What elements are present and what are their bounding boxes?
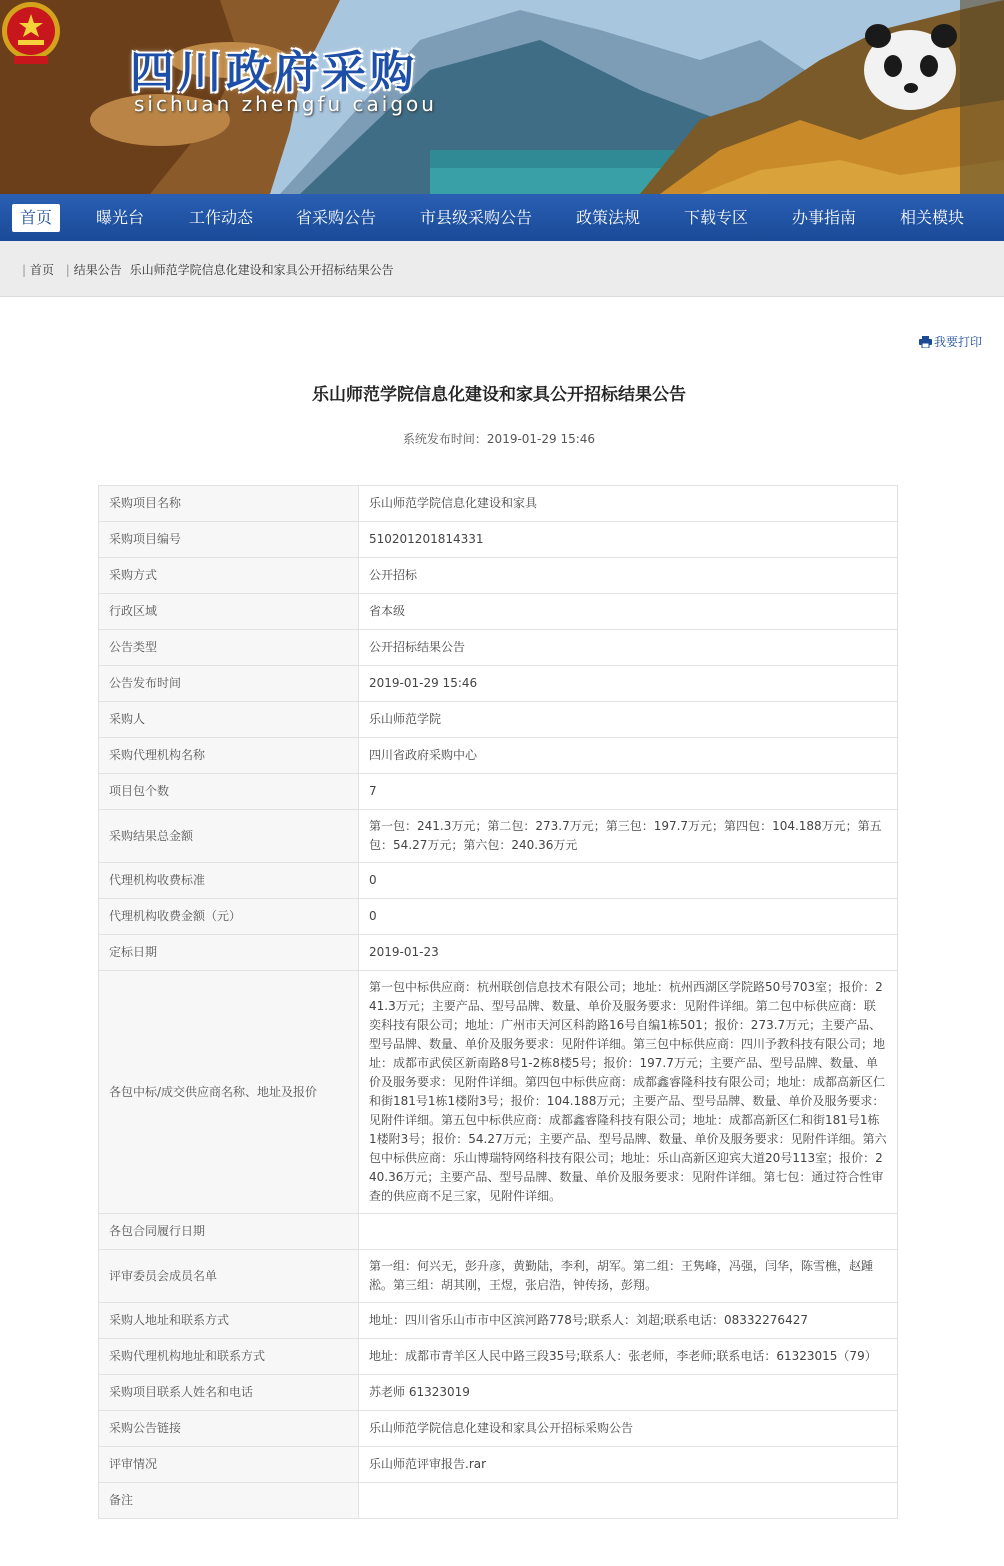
row-label: 采购代理机构名称: [99, 738, 359, 774]
table-row: [99, 558, 898, 594]
row-label: 各包合同履行日期: [99, 1214, 359, 1250]
breadcrumb-category[interactable]: 结果公告: [73, 263, 122, 277]
row-value: 乐山师范学院信息化建设和家具: [359, 486, 898, 522]
table-row: [99, 1375, 898, 1411]
site-title: 四川政府采购: [130, 47, 418, 98]
row-label: 项目包个数: [99, 774, 359, 810]
row-value-link[interactable]: 乐山师范评审报告.rar: [359, 1447, 898, 1483]
row-value: 2019-01-29 15:46: [359, 666, 898, 702]
row-value: [359, 1214, 898, 1250]
nav-item-province-notices[interactable]: 省采购公告: [295, 208, 376, 227]
row-value-link[interactable]: 乐山师范学院信息化建设和家具公开招标采购公告: [359, 1411, 898, 1447]
table-row: [99, 899, 898, 935]
breadcrumb-current: 乐山师范学院信息化建设和家具公开招标结果公告: [129, 263, 394, 277]
table-row: [99, 1339, 898, 1375]
table-row: [99, 738, 898, 774]
row-label: 采购项目名称: [99, 486, 359, 522]
table-row: [99, 594, 898, 630]
row-label: 行政区域: [99, 594, 359, 630]
nav-item-exposure[interactable]: 曝光台: [95, 208, 144, 227]
row-value: 第一组：何兴无，彭升彦，黄勤陆，李利，胡军。第二组：王隽峰，冯强，闫华，陈雪樵，赵踵淞。第三组：胡其刚，王煜，张启浩，钟传扬，彭翔。: [359, 1250, 898, 1303]
table-row: [99, 1303, 898, 1339]
row-value: [359, 1483, 898, 1519]
nav-item-news[interactable]: 工作动态: [188, 208, 253, 227]
row-value: 苏老师 61323019: [359, 1375, 898, 1411]
print-button[interactable]: [919, 333, 982, 350]
page-title: 乐山师范学院信息化建设和家具公开招标结果公告: [312, 385, 686, 405]
breadcrumb: [0, 241, 1004, 297]
table-row: [99, 935, 898, 971]
row-label: 代理机构收费金额（元）: [99, 899, 359, 935]
nav-item-downloads[interactable]: 下载专区: [683, 208, 748, 227]
row-label: 采购人: [99, 702, 359, 738]
row-value: 第一包：241.3万元；第二包：273.7万元；第三包：197.7万元；第四包：104.188万元；第五包：54.27万元；第六包：240.36万元: [359, 810, 898, 863]
row-value: 0: [359, 899, 898, 935]
publish-time: 系统发布时间：2019-01-29 15:46: [402, 432, 596, 446]
nav-item-guide[interactable]: 办事指南: [791, 208, 856, 227]
row-label: 定标日期: [99, 935, 359, 971]
row-value: 乐山师范学院: [359, 702, 898, 738]
row-label: 备注: [99, 1483, 359, 1519]
breadcrumb-separator: |: [22, 263, 27, 277]
site-subtitle: sichuan zhengfu caigou: [134, 92, 437, 116]
table-row: [99, 971, 898, 1214]
national-emblem-icon: [0, 0, 62, 66]
table-row: [99, 1483, 898, 1519]
breadcrumb-home[interactable]: 首页: [30, 263, 55, 277]
nav-item-home[interactable]: 首页: [12, 204, 60, 232]
row-label: 采购结果总金额: [99, 810, 359, 863]
row-label: 评审委员会成员名单: [99, 1250, 359, 1303]
table-row: [99, 522, 898, 558]
row-value: 0: [359, 863, 898, 899]
table-row: [99, 666, 898, 702]
table-row: [99, 1250, 898, 1303]
announcement-table: [98, 485, 898, 1519]
table-row: [99, 702, 898, 738]
print-label: 我要打印: [933, 335, 982, 349]
row-label: 代理机构收费标准: [99, 863, 359, 899]
row-label: 采购公告链接: [99, 1411, 359, 1447]
table-row: [99, 863, 898, 899]
row-label: 采购项目编号: [99, 522, 359, 558]
table-row: [99, 486, 898, 522]
row-value: 地址：成都市青羊区人民中路三段35号;联系人：张老师，李老师;联系电话：61323015（79）: [359, 1339, 898, 1375]
row-value: 2019-01-23: [359, 935, 898, 971]
printer-icon: [919, 336, 932, 348]
row-label: 公告类型: [99, 630, 359, 666]
table-row: [99, 1447, 898, 1483]
table-row: [99, 774, 898, 810]
row-label: 公告发布时间: [99, 666, 359, 702]
main-nav: [0, 194, 1004, 241]
row-value: 省本级: [359, 594, 898, 630]
table-row: [99, 1214, 898, 1250]
table-row: [99, 630, 898, 666]
breadcrumb-separator: |: [61, 263, 70, 277]
row-value: 公开招标结果公告: [359, 630, 898, 666]
header-banner: [0, 0, 1004, 194]
row-value: 公开招标: [359, 558, 898, 594]
row-label: 采购项目联系人姓名和电话: [99, 1375, 359, 1411]
row-value: 四川省政府采购中心: [359, 738, 898, 774]
row-value: 地址：四川省乐山市市中区滨河路778号;联系人：刘超;联系电话：08332276427: [359, 1303, 898, 1339]
nav-item-city-notices[interactable]: 市县级采购公告: [419, 208, 532, 227]
row-value: 第一包中标供应商：杭州联创信息技术有限公司；地址：杭州西湖区学院路50号703室；报价：241.3万元；主要产品、型号品牌、数量、单价及服务要求：见附件详细。第二包中标供应商：联奕科技有限公司；地址：广州市天河区科韵路16号自编1栋501；报价：273.7万元；主要产品、型号品牌、数量、单价及服务要求：见附件详细。第三包中标供应商：四川予教科技有限公司；地址：成都市武侯区新南路8号1-2栋8楼5号；报价：197.7万元；主要产品、型号品牌、数量、单价及服务要求：见附件详细。第四包中标供应商：成都鑫睿隆科技有限公司；地址：成都高新区仁和街181号1栋1楼附3号；报价：104.188万元；主要产品、型号品牌、数量、单价及服务要求：见附件详细。第五包中标供应商：成都鑫睿隆科技有限公司；地址：成都高新区仁和街181号1栋1楼附3号；报价：54.27万元；主要产品、型号品牌、数量、单价及服务要求：见附件详细。第六包中标供应商：乐山博瑞特网络科技有限公司；地址：乐山高新区迎宾大道20号113室；报价：240.36万元；主要产品、型号品牌、数量、单价及服务要求：见附件详细。第七包：通过符合性审查的供应商不足三家，见附件详细。: [359, 971, 898, 1214]
row-value: 510201201814331: [359, 522, 898, 558]
row-label: 评审情况: [99, 1447, 359, 1483]
row-label: 采购人地址和联系方式: [99, 1303, 359, 1339]
nav-item-related[interactable]: 相关模块: [899, 208, 964, 227]
row-label: 各包中标/成交供应商名称、地址及报价: [99, 971, 359, 1214]
nav-item-policies[interactable]: 政策法规: [575, 208, 640, 227]
row-value: 7: [359, 774, 898, 810]
table-row: [99, 810, 898, 863]
row-label: 采购方式: [99, 558, 359, 594]
row-label: 采购代理机构地址和联系方式: [99, 1339, 359, 1375]
table-row: [99, 1411, 898, 1447]
